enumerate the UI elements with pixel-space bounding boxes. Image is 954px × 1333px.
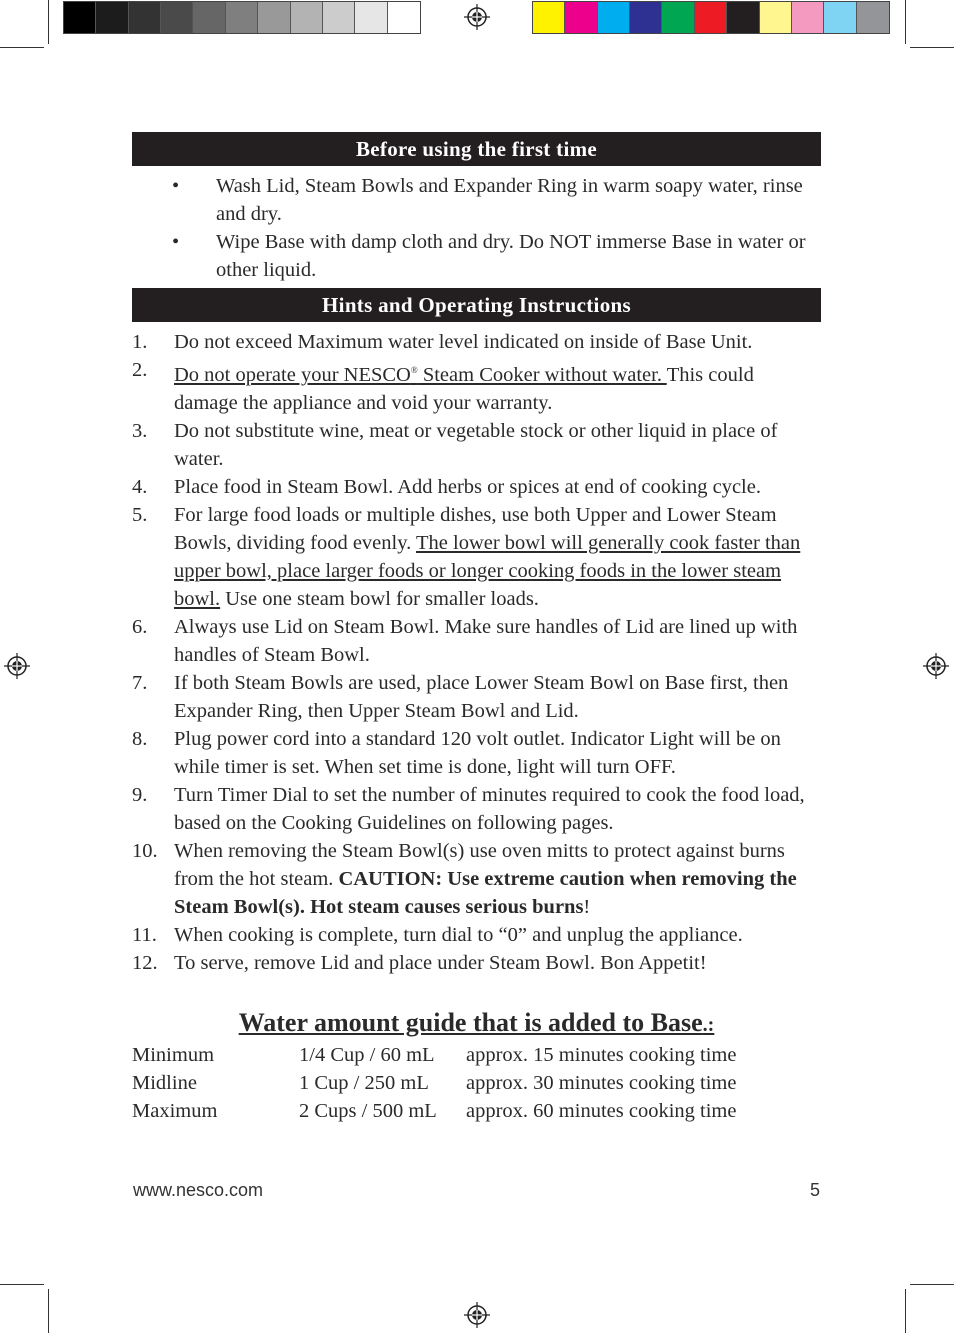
crop-mark: [0, 1284, 44, 1285]
registration-mark-icon: [4, 653, 30, 679]
color-swatch: [355, 2, 387, 33]
color-swatch: [129, 2, 161, 33]
color-swatch: [760, 2, 792, 33]
color-swatch: [64, 2, 96, 33]
list-item: [132, 417, 821, 473]
water-amount: 1/4 Cup / 60 mL: [299, 1043, 435, 1066]
list-item: [132, 837, 821, 921]
color-swatch: [258, 2, 290, 33]
step-number: 3.: [132, 419, 148, 442]
step-number: 11.: [132, 923, 157, 946]
color-swatch: [727, 2, 759, 33]
list-item: [132, 949, 821, 977]
table-row: [132, 1069, 821, 1097]
step-number: 10.: [132, 839, 158, 862]
step-number: 1.: [132, 331, 148, 353]
step-text: Do not exceed Maximum water level indicated on inside of Base Unit.: [174, 331, 753, 353]
warning-underlined-text: Do not operate your NESCO® Steam Cooker without water.: [174, 363, 667, 386]
step-text: When removing the Steam Bowl(s) use oven mitts to protect against burns from the hot steam.: [174, 839, 785, 890]
crop-mark: [910, 1284, 954, 1285]
color-swatch: [695, 2, 727, 33]
step-number: 5.: [132, 503, 148, 526]
list-item: [132, 356, 821, 417]
list-item: [132, 781, 821, 837]
step-text: Do not substitute wine, meat or vegetable stock or other liquid in place of water.: [174, 419, 778, 470]
step-number: 8.: [132, 727, 148, 750]
table-row: [132, 1041, 821, 1069]
color-swatch: [388, 2, 420, 33]
water-guide-table: [132, 1041, 821, 1125]
bullet-text: Wash Lid, Steam Bowls and Expander Ring in warm soapy water, rinse and dry.: [216, 175, 803, 225]
step-text: Always use Lid on Steam Bowl. Make sure handles of Lid are lined up with handles of Steam Bowl.: [174, 615, 798, 666]
step-text: Use one steam bowl for smaller loads.: [220, 587, 539, 610]
color-swatch: [630, 2, 662, 33]
step-text: Plug power cord into a standard 120 volt outlet. Indicator Light will be on while timer is set. When set time is done, light will turn OFF.: [174, 727, 781, 778]
step-text: This could damage the appliance and void your warranty.: [174, 363, 754, 414]
crop-mark: [905, 1289, 906, 1333]
color-swatch: [565, 2, 597, 33]
section-header-hints: Hints and Operating Instructions: [132, 288, 821, 322]
color-swatch: [193, 2, 225, 33]
water-amount: 1 Cup / 250 mL: [299, 1071, 429, 1094]
process-color-bar: [532, 1, 890, 34]
footer-website-url: www.nesco.com: [133, 1180, 264, 1200]
step-text: For large food loads or multiple dishes, use both Upper and Lower Steam Bowls, dividing food evenly.: [174, 503, 777, 554]
bullet-text: Wipe Base with damp cloth and dry. Do NOT immerse Base in water or other liquid.: [216, 231, 806, 281]
color-swatch: [96, 2, 128, 33]
list-item: [132, 172, 821, 228]
crop-mark: [905, 0, 906, 44]
cooking-time: approx. 60 minutes cooking time: [466, 1099, 737, 1122]
table-row: [132, 1097, 821, 1125]
before-use-list: [132, 172, 821, 284]
water-guide-title: Water amount guide that is added to Base.:: [238, 1007, 715, 1037]
step-number: 7.: [132, 671, 148, 694]
cooking-time: approx. 15 minutes cooking time: [466, 1043, 737, 1066]
bullet-icon: •: [172, 231, 180, 253]
underlined-tip-text: The lower bowl will generally cook faster than upper bowl, place larger foods or longer cooking foods in the lower steam bowl.: [174, 531, 801, 610]
step-text: Place food in Steam Bowl. Add herbs or spices at end of cooking cycle.: [174, 475, 761, 498]
water-amount: 2 Cups / 500 mL: [299, 1099, 437, 1122]
caution-text: CAUTION: Use extreme caution when removing the Steam Bowl(s). Hot steam causes serious burns: [174, 867, 797, 918]
color-swatch: [598, 2, 630, 33]
registration-mark-icon: [923, 653, 949, 679]
water-level-label: Minimum: [132, 1043, 215, 1066]
color-swatch: [291, 2, 323, 33]
step-number: 2.: [132, 359, 148, 381]
step-text: When cooking is complete, turn dial to “0” and unplug the appliance.: [174, 923, 743, 946]
color-swatch: [792, 2, 824, 33]
step-text: !: [583, 895, 591, 918]
step-text: If both Steam Bowls are used, place Lower Steam Bowl on Base first, then Expander Ring, then Upper Steam Bowl and Lid.: [174, 671, 789, 722]
registration-mark-icon: [464, 1302, 490, 1328]
step-number: 12.: [132, 951, 158, 974]
water-level-label: Midline: [132, 1071, 197, 1094]
instruction-list: [132, 322, 821, 977]
cooking-time: approx. 30 minutes cooking time: [466, 1071, 737, 1094]
bullet-icon: •: [172, 175, 180, 197]
water-level-label: Maximum: [132, 1099, 218, 1122]
crop-mark: [910, 47, 954, 48]
page-number: 5: [810, 1180, 821, 1200]
list-item: [132, 921, 821, 949]
color-swatch: [533, 2, 565, 33]
color-swatch: [662, 2, 694, 33]
registration-mark-icon: [464, 4, 490, 30]
crop-mark: [0, 47, 44, 48]
step-number: 4.: [132, 475, 148, 498]
list-item: [132, 328, 821, 356]
list-item: [132, 725, 821, 781]
page-content: [132, 132, 821, 1125]
step-text: Turn Timer Dial to set the number of minutes required to cook the food load, based on the Cooking Guidelines on following pages.: [174, 783, 805, 834]
list-item: [132, 473, 821, 501]
crop-mark: [48, 0, 49, 44]
step-number: 9.: [132, 783, 148, 806]
color-swatch: [226, 2, 258, 33]
color-swatch: [323, 2, 355, 33]
list-item: [132, 669, 821, 725]
list-item: [132, 501, 821, 613]
list-item: [132, 228, 821, 284]
crop-mark: [48, 1289, 49, 1333]
color-swatch: [161, 2, 193, 33]
section-header-before-first-use: Before using the first time: [132, 132, 821, 166]
list-item: [132, 613, 821, 669]
color-swatch: [824, 2, 856, 33]
grayscale-color-bar: [63, 1, 421, 34]
step-number: 6.: [132, 615, 148, 638]
color-swatch: [857, 2, 889, 33]
step-text: To serve, remove Lid and place under Steam Bowl. Bon Appetit!: [174, 951, 707, 974]
